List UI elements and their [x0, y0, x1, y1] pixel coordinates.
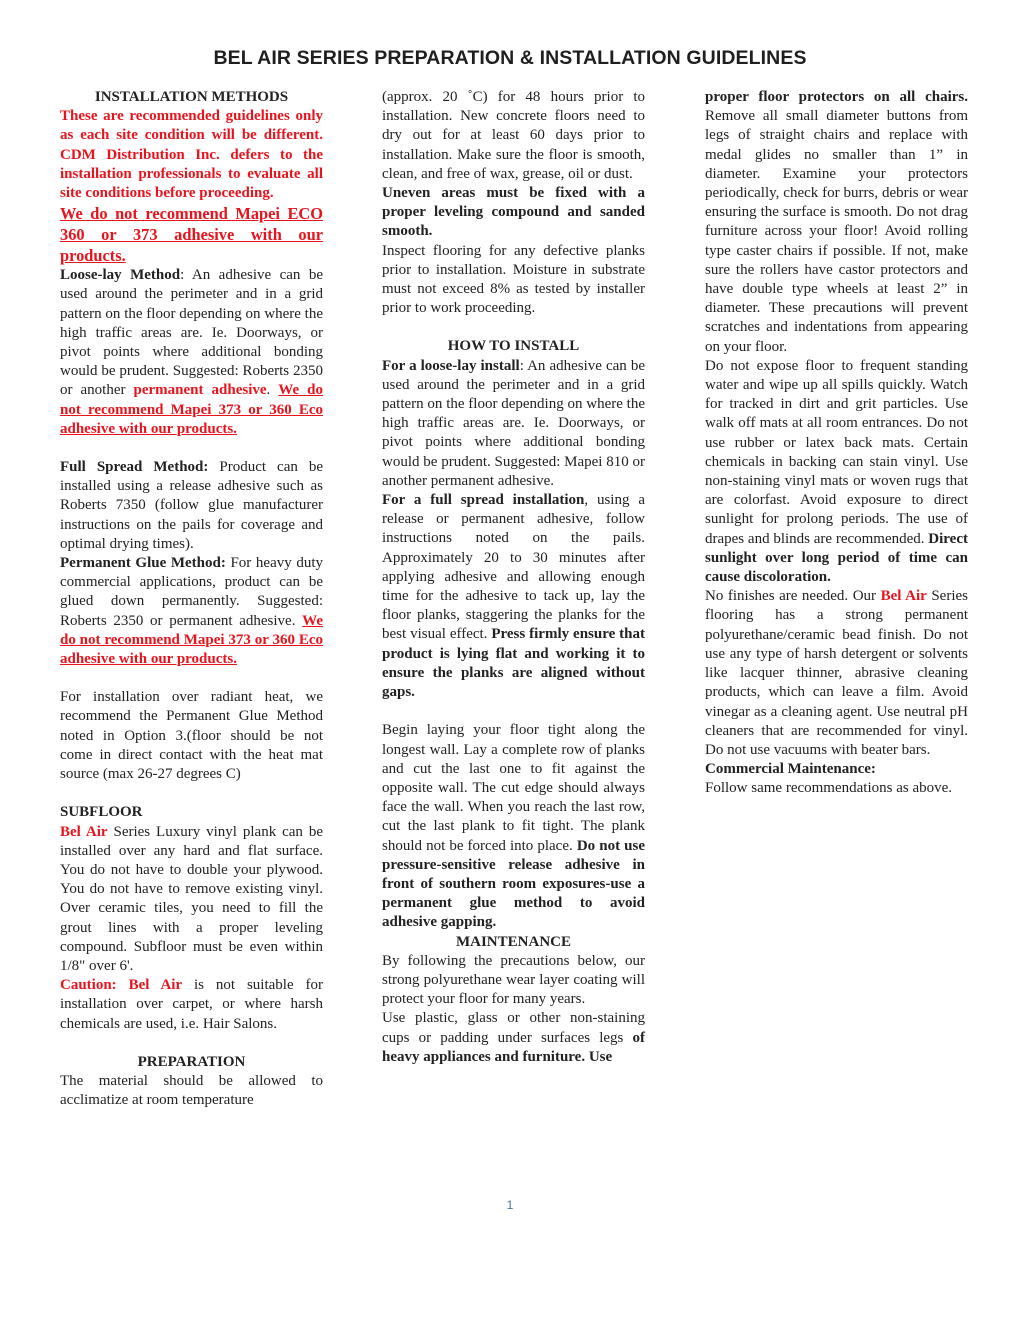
- water-text: Do not expose floor to frequent standing water and wipe up all spills quickly. Watch for tracked in dirt and grit particles. Use walk off mats at all room entrances. Do not use rubber or latex back mats. Certain chemicals in backing can stain vinyl. Use non-staining vinyl mats or woven rugs that are colorfast. Avoid exposure to direct sunlight for prolong periods. The use of drapes and blinds are recommended.: [705, 357, 968, 547]
- column-1: [60, 88, 323, 1110]
- heading-preparation: PREPARATION: [137, 1053, 246, 1070]
- mapei-warning: We do not recommend Mapei ECO 360 or 373 adhesive with our products.: [60, 204, 323, 266]
- press-firmly-note: Press firmly ensure that product is lying flat and working it to ensure the planks are aligned without gaps.: [382, 626, 645, 701]
- subfloor-paragraph: [60, 823, 323, 977]
- heading-subfloor: SUBFLOOR: [60, 804, 143, 821]
- looselay-method-label: Loose-lay Method: [60, 267, 181, 284]
- fullspread-install-paragraph: [382, 491, 645, 702]
- finish-brand: Bel Air: [880, 588, 927, 605]
- guideline-notice: These are recommended guidelines only as each site condition will be different. CDM Distribution Inc. defers to the installation professionals to evaluate all site conditions before proceeding.: [60, 108, 323, 202]
- radiant-heat-paragraph: For installation over radiant heat, we recommend the Permanent Glue Method noted in Option 3.(floor should be not come in direct contact with the heat mat source (max 26-27 degrees C): [60, 689, 323, 783]
- finish-paragraph: [705, 587, 968, 760]
- commercial-maintenance-text: Follow same recommendations as above.: [705, 780, 953, 797]
- laying-paragraph: [382, 721, 645, 932]
- looselay-install-text: : An adhesive can be used around the perimeter and in a grid pattern on the floor depending on where the high traffic areas are. Ie. Doorways, or pivot points where additional bonding would be prudent. Suggested: Mapei 810 or another permanent adhesive.: [382, 357, 645, 489]
- looselay-method-text: : An adhesive can be used around the perimeter and in a grid pattern on the floor depending on where the high traffic areas are. Ie. Doorways, or pivot points where additional bonding would be prudent. Suggested: Roberts 2350 or another: [60, 267, 323, 399]
- fullspread-method-text: Product can be installed using a release adhesive such as Roberts 7350 (follow glue manufacturer instructions on the pails for coverage and optimal drying times).: [60, 459, 323, 552]
- permglue-method-paragraph: [60, 554, 323, 669]
- heavy-appliances-note: of heavy appliances and furniture. Use: [382, 1029, 645, 1065]
- finish-text-a: No finishes are needed. Our: [705, 588, 881, 605]
- subfloor-brand: Bel Air: [60, 823, 108, 840]
- heading-maintenance: MAINTENANCE: [455, 933, 571, 950]
- looselay-install-label: For a loose-lay install: [382, 357, 520, 374]
- water-paragraph: [705, 357, 968, 587]
- cups-text: Use plastic, glass or other non-staining cups or padding under surfaces legs: [382, 1010, 645, 1046]
- uneven-areas-note: Uneven areas must be fixed with a proper leveling compound and sanded smooth.: [382, 185, 645, 240]
- finish-text-b: Series flooring has a strong permanent polyurethane/ceramic bead finish. Do not use any type of harsh detergent or solvents like lacquer thinner, abrasive cleaning products, which can leave a film. Avoid vinegar as a cleaning agent. Use neutral pH cleaners that are recommended for vinyl. Do not use vacuums with beater bars.: [705, 588, 968, 758]
- looselay-mapei-warning: We do not recommend Mapei 373 or 360 Eco adhesive with our products.: [60, 382, 323, 437]
- maintenance-paragraph: By following the precautions below, our strong polyurethane wear layer coating will protect your floor for many years.: [382, 952, 645, 1008]
- commercial-maintenance-heading: Commercial Maintenance:: [705, 761, 876, 778]
- caution-text: is not suitable for installation over carpet, or where harsh chemicals are used, i.e. Hair Salons.: [60, 977, 323, 1032]
- permglue-method-label: Permanent Glue Method:: [60, 555, 226, 572]
- inspect-paragraph: Inspect flooring for any defective planks prior to installation. Moisture in substrate must not exceed 8% as tested by installer prior to work proceeding.: [382, 242, 645, 317]
- fullspread-install-text: , using a release or permanent adhesive, follow instructions noted on the pails. Approximately 20 to 30 minutes after applying adhesive and allowing enough time for the adhesive to tack up, lay the floor planks, staggering the planks for the best visual effect.: [382, 492, 645, 643]
- permglue-mapei-warning: We do not recommend Mapei 373 or 360 Eco adhesive with our products.: [60, 612, 323, 668]
- preparation-continued: (approx. 20 ˚C) for 48 hours prior to installation. New concrete floors need to dry out for at least 60 days prior to installation. Make sure the floor is smooth, clean, and free of wax, grease, oil or dust.: [382, 89, 645, 182]
- fullspread-method-paragraph: [60, 458, 323, 554]
- caution-label: Caution: Bel Air: [60, 977, 183, 994]
- looselay-period: .: [266, 382, 279, 399]
- permglue-method-text: For heavy duty commercial applications, product can be glued down permanently. Suggested: Roberts 2350 or permanent adhesive.: [60, 555, 323, 629]
- looselay-install-paragraph: [382, 357, 645, 491]
- page-title: BEL AIR SERIES PREPARATION & INSTALLATION GUIDELINES: [213, 47, 807, 69]
- floor-protectors-note: proper floor protectors on all chairs.: [705, 89, 968, 105]
- preparation-paragraph: The material should be allowed to acclimatize at room temperature: [60, 1072, 323, 1109]
- permanent-adhesive-highlight: permanent adhesive: [133, 382, 267, 399]
- page-number: 1: [506, 1198, 514, 1212]
- fullspread-method-label: Full Spread Method:: [60, 459, 209, 476]
- heading-installation-methods: INSTALLATION METHODS: [94, 89, 289, 105]
- protectors-text: Remove all small diameter buttons from legs of straight chairs and replace with medal glides no smaller than 1” in diameter. Examine your protectors periodically, check for burrs, debris or wear ensuring the surface is smooth. Do not drag furniture across your floor! Avoid rolling type caster chairs if possible. If not, make sure the rollers have castor protectors and have double type wheels at least 2” in diameter. These precautions will prevent scratches and indentations from appearing on your floor.: [705, 108, 968, 355]
- sunlight-warning: Direct sunlight over long period of time can cause discoloration.: [705, 530, 968, 586]
- protectors-paragraph: [705, 88, 968, 357]
- column-3: [705, 88, 968, 799]
- heading-how-to-install: HOW TO INSTALL: [447, 338, 580, 355]
- subfloor-text: Series Luxury vinyl plank can be installed over any hard and flat surface. You do not have to double your plywood. You do not have to remove existing vinyl. Over ceramic tiles, you need to fill the grout lines with a proper leveling compound. Subfloor must be even within 1/8" over 6'.: [60, 823, 323, 974]
- laying-text: Begin laying your floor tight along the longest wall. Lay a complete row of planks and cut the last one to fit against the opposite wall. The cut edge should always face the wall. When you reach the last row, cut the last plank to fit tight. The plank should not be forced into place.: [382, 722, 645, 854]
- pressure-sensitive-warning: Do not use pressure-sensitive release adhesive in front of southern room exposures-use a permanent glue method to avoid adhesive gapping.: [382, 837, 645, 931]
- caution-paragraph: [60, 976, 323, 1034]
- column-2: [382, 88, 645, 1067]
- cups-paragraph: [382, 1009, 645, 1067]
- fullspread-install-label: For a full spread installation: [382, 492, 585, 509]
- looselay-method-paragraph: [60, 266, 323, 439]
